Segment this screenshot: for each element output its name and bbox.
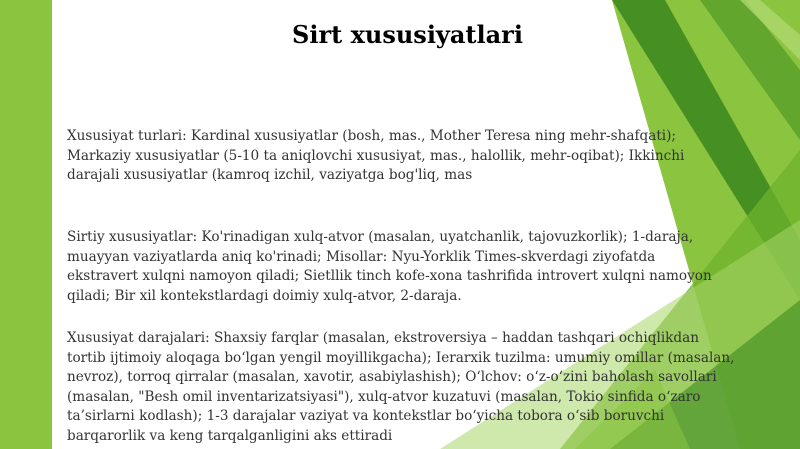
paragraph-trait-levels (67, 329, 797, 446)
paragraph-line: Xususiyat turlari: Kardinal xususiyatlar (bosh, mas., Mother Teresa ning mehr-shafqati); (67, 128, 677, 144)
paragraph-line: ta’sirlarni kodlash); 1-3 darajalar vaziyat va kontekstlar bo‘yicha tobora o‘sib boruvchi (67, 408, 665, 424)
paragraph-line: tortib ijtimoiy aloqaga bo‘lgan yengil moyillikgacha); Ierarxik tuzilma: umumiy omillar (masalan, (67, 349, 735, 366)
paragraph-line: Markaziy xususiyatlar (5-10 ta aniqlovchi xususiyat, mas., halollik, mehr-oqibat); Ikkinchi (67, 147, 685, 164)
paragraph-line: (masalan, "Besh omil inventarizatsiyasi"), xulq-atvor kuzatuvi (masalan, Tokio sinfida o‘zaro (67, 388, 701, 405)
paragraph-line: nevroz), torroq qirralar (masalan, xavotir, asabiylashish); O‘lchov: o‘z-o‘zini baholash savollari (67, 369, 717, 385)
paragraph-line: Xususiyat darajalari: Shaxsiy farqlar (masalan, ekstroversiya – haddan tashqari ochiqlikdan (67, 330, 699, 346)
paragraph-line: qiladi; Bir xil kontekstlardagi doimiy xulq-atvor, 2-daraja. (67, 287, 462, 304)
paragraph-line: Sirtiy xususiyatlar: Ko'rinadigan xulq-atvor (masalan, uyatchanlik, tajovuzkorlik); 1-daraja, (67, 229, 694, 245)
paragraph-line: darajali xususiyatlar (kamroq izchil, vaziyatga bog'liq, mas (67, 167, 473, 183)
paragraph-line: ekstravert xulqni namoyon qiladi; Sietllik tinch kofe-xona tashrifida introvert xulqni namoyon (67, 268, 712, 284)
slide-title: Sirt xususiyatlari (292, 20, 523, 49)
paragraph-line: muayyan vaziyatlarda aniq ko'rinadi; Misollar: Nyu-Yorklik Times-skverdagi ziyofatda (67, 248, 656, 265)
paragraph-surface-traits (67, 228, 797, 306)
paragraph-line: barqarorlik va keng tarqalganligini aks ettiradi (67, 427, 393, 444)
paragraph-trait-types (67, 127, 797, 186)
